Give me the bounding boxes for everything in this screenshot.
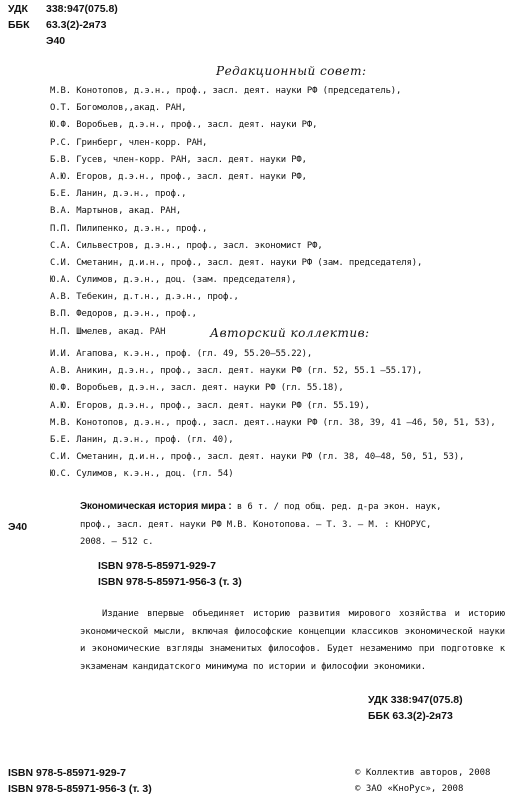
list-item: И.И. Агапова, к.э.н., проф. (гл. 49, 55.20—55.22), — [50, 349, 313, 359]
bibliographic-record — [80, 498, 500, 552]
list-item: М.В. Конотопов, д.э.н., проф., засл. деят..науки РФ (гл. 38, 39, 41 —46, 50, 51, 53), — [50, 417, 496, 428]
bbk-label: ББК — [8, 19, 30, 31]
list-item: Ю.Ф. Воробьев, д.э.н., засл. деят. науки РФ (гл. 55.18), — [50, 383, 344, 394]
udk-bottom: УДК 338:947(075.8) — [368, 694, 463, 706]
list-item: Б.Е. Ланин, д.э.н., проф. (гл. 40), — [50, 434, 234, 445]
list-item: В.А. Мартынов, акад. РАН, — [50, 206, 182, 217]
list-item: Ю.Ф. Воробьев, д.э.н., проф., засл. деят. науки РФ, — [50, 120, 318, 131]
list-item: А.В. Тебекин, д.т.н., д.э.н., проф., — [50, 292, 239, 303]
biblio-line1: в 6 т. / под общ. ред. д-ра экон. наук, — [231, 502, 442, 512]
isbn-1: ISBN 978-5-85971-929-7 — [98, 560, 216, 572]
list-item: О.Т. Богомолов,,акад. РАН, — [50, 103, 187, 114]
list-item: С.И. Сметанин, д.и.н., проф., засл. деят. науки РФ (гл. 38, 40—48, 50, 51, 53), — [50, 452, 465, 463]
biblio-line2: проф., засл. деят. науки РФ М.В. Конотопова. — Т. 3. — М. : КНОРУС, — [80, 519, 432, 530]
annotation: Издание впервые объединяет историю развития мирового хозяйства и историю экономической мысли, включая философские концепции классиков экономической науки и экономические взгляды знаменитых философов. Будет незаменимо при подготовке к экзаменам кандидатского минимума по истории и философии экономики. — [80, 609, 505, 672]
list-item: С.А. Сильвестров, д.э.н., проф., засл. экономист РФ, — [50, 240, 323, 251]
isbn-2: ISBN 978-5-85971-956-3 (т. 3) — [98, 576, 242, 588]
author-mark-biblio: Э40 — [8, 521, 28, 533]
list-item: Ю.С. Сулимов, к.э.н., доц. (гл. 54) — [50, 469, 234, 480]
authors-list — [50, 346, 496, 484]
author-mark-top: Э40 — [46, 35, 66, 47]
list-item: А.В. Аникин, д.э.н., проф., засл. деят. науки РФ (гл. 52, 55.1 —55.17), — [50, 366, 423, 377]
list-item: П.П. Пилипенко, д.э.н., проф., — [50, 223, 208, 234]
list-item: А.Ю. Егоров, д.э.н., проф., засл. деят. науки РФ (гл. 55.19), — [50, 400, 370, 411]
list-item: Ю.А. Сулимов, д.э.н., доц. (зам. председателя), — [50, 275, 297, 286]
editorial-board-list — [50, 83, 422, 341]
list-item: Б.Е. Ланин, д.э.н., проф., — [50, 189, 187, 200]
book-title: Экономическая история мира : — [80, 501, 232, 512]
list-item: Б.В. Гусев, член-корр. РАН, засл. деят. науки РФ, — [50, 154, 307, 165]
udk-label: УДК — [8, 3, 28, 15]
biblio-line3: 2008. — 512 с. — [80, 537, 154, 547]
list-item: А.Ю. Егоров, д.э.н., проф., засл. деят. науки РФ, — [50, 171, 307, 182]
list-item: Н.П. Шмелев, акад. РАН — [50, 326, 166, 337]
copyright-authors: © Коллектив авторов, 2008 — [355, 768, 491, 778]
footer-isbn-2: ISBN 978-5-85971-956-3 (т. 3) — [8, 783, 152, 795]
bbk-value: 63.3(2)-2я73 — [46, 19, 107, 31]
footer-isbn-1: ISBN 978-5-85971-929-7 — [8, 767, 126, 779]
list-item: Р.С. Гринберг, член-корр. РАН, — [50, 137, 208, 148]
bbk-bottom: ББК 63.3(2)-2я73 — [368, 710, 453, 722]
list-item: М.В. Конотопов, д.э.н., проф., засл. деят. науки РФ (председатель), — [50, 86, 402, 96]
editorial-board-heading: Редакционный совет: — [216, 64, 367, 78]
authors-heading: Авторский коллектив: — [210, 326, 370, 340]
copyright-publisher: © ЗАО «КноРус», 2008 — [355, 784, 464, 794]
udk-value: 338:947(075.8) — [46, 3, 118, 15]
list-item: С.И. Сметанин, д.и.н., проф., засл. деят. науки РФ (зам. председателя), — [50, 257, 423, 268]
list-item: В.П. Федоров, д.э.н., проф., — [50, 309, 197, 320]
